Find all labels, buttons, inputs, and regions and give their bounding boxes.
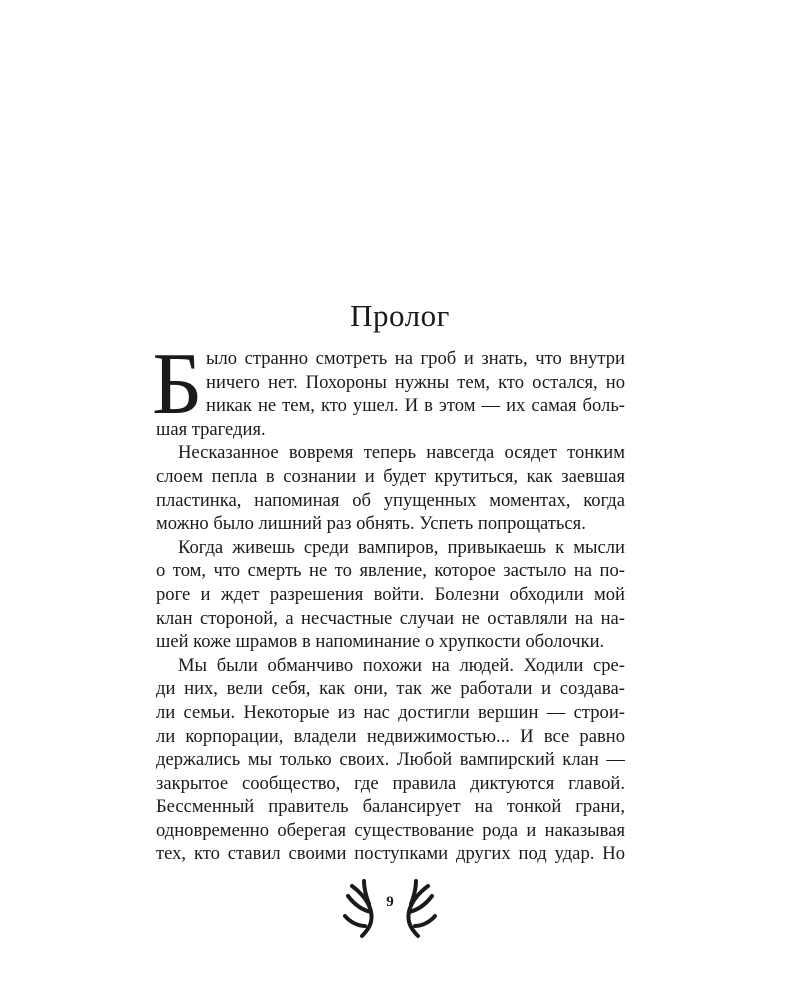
text-line: ничего нет. Похороны нужны тем, кто остался, но bbox=[206, 371, 625, 393]
text-line: можно было лишний раз обнять. Успеть попрощаться. bbox=[156, 513, 586, 535]
text-line: закрытое сообщество, где правила диктуются главой. bbox=[156, 772, 625, 794]
text-line: ди них, вели себя, как они, так же работали и создава- bbox=[156, 678, 625, 700]
text-line: пластинка, напоминая об упущенных моментах, когда bbox=[156, 489, 625, 511]
text-line: никак не тем, кто ушел. И в этом — их самая боль- bbox=[206, 395, 625, 417]
text-line: роге и ждет разрешения войти. Болезни обходили мой bbox=[156, 583, 625, 605]
drop-cap: Б bbox=[152, 336, 203, 433]
text-line: клан стороной, а несчастные случаи не оставляли на на- bbox=[156, 607, 625, 629]
text-line: держались мы только своих. Любой вампирский клан — bbox=[156, 749, 625, 771]
text-line: ыло странно смотреть на гроб и знать, что внутри bbox=[206, 348, 625, 369]
body-text bbox=[152, 336, 625, 866]
text-line: одновременно оберегая существование рода и наказывая bbox=[156, 819, 625, 841]
text-line: шей коже шрамов в напоминание о хрупкости оболочки. bbox=[156, 631, 605, 653]
text-line: Мы были обманчиво похожи на людей. Ходили сре- bbox=[178, 654, 625, 676]
text-line: о том, что смерть не то явление, которое застыло на по- bbox=[156, 560, 625, 582]
text-line: Несказанное вовремя теперь навсегда осядет тонким bbox=[178, 442, 625, 464]
text-line: Когда живешь среди вампиров, привыкаешь к мысли bbox=[178, 536, 625, 558]
page-number: 9 bbox=[386, 894, 394, 910]
text-line: тех, кто ставил своими поступками других под удар. Но bbox=[156, 843, 625, 865]
text-line: слоем пепла в сознании и будет крутиться, как заевшая bbox=[156, 465, 625, 487]
text-line: ли корпорации, владели недвижимостью... И все равно bbox=[156, 725, 625, 747]
text-line: ли семьи. Некоторые из нас достигли вершин — строи- bbox=[156, 701, 625, 723]
text-line: шая трагедия. bbox=[156, 418, 266, 440]
text-line: Бессменный правитель балансирует на тонкой грани, bbox=[156, 796, 625, 818]
chapter-title: Пролог bbox=[350, 298, 450, 333]
